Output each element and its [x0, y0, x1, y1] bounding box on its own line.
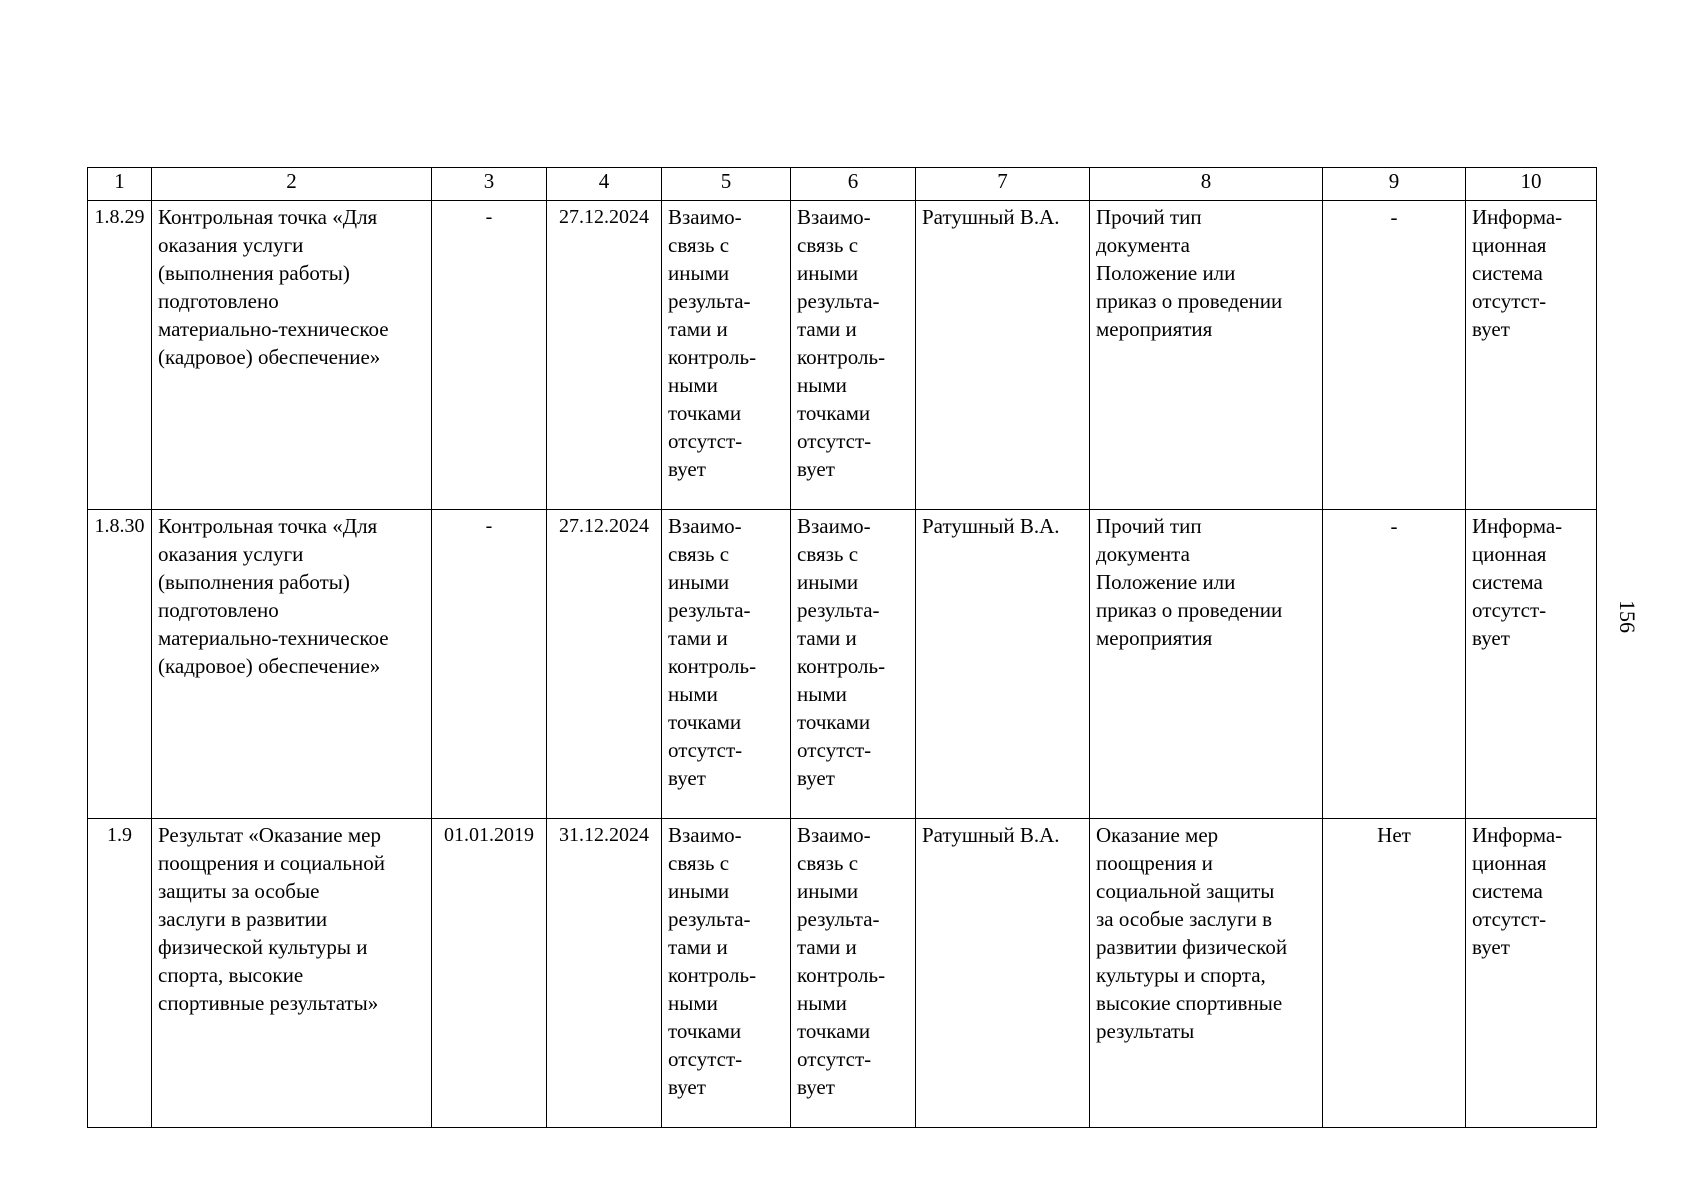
row-number: 1.8.30 [88, 510, 152, 819]
result-name: Контрольная точка «Для оказания услуги (выполнения работы) подготовлено материально-техническое (кадровое) обеспечение» [152, 510, 432, 819]
table-row [88, 510, 1597, 819]
result-name: Результат «Оказание мер поощрения и социальной защиты за особые заслуги в развитии физической культуры и спорта, высокие спортивные результаты» [152, 819, 432, 1128]
plan-table [87, 167, 1597, 1128]
document-type: Прочий тип документа Положение или приказ о проведении мероприятия [1090, 201, 1323, 510]
header-cell: 5 [662, 168, 791, 201]
header-cell: 3 [432, 168, 547, 201]
information-system: Информа- ционная система отсутст- вует [1466, 510, 1597, 819]
table-row [88, 201, 1597, 510]
end-date: 27.12.2024 [547, 510, 662, 819]
relation-cell-1: Взаимо- связь с иными результа- тами и контроль- ными точками отсутст- вует [662, 201, 791, 510]
end-date: 27.12.2024 [547, 201, 662, 510]
start-date: - [432, 201, 547, 510]
column-9-value: - [1323, 201, 1466, 510]
header-cell: 8 [1090, 168, 1323, 201]
column-9-value: Нет [1323, 819, 1466, 1128]
information-system: Информа- ционная система отсутст- вует [1466, 201, 1597, 510]
page-number: 156 [1615, 600, 1640, 633]
responsible-person: Ратушный В.А. [916, 510, 1090, 819]
information-system: Информа- ционная система отсутст- вует [1466, 819, 1597, 1128]
column-9-value: - [1323, 510, 1466, 819]
start-date: 01.01.2019 [432, 819, 547, 1128]
relation-cell-1: Взаимо- связь с иными результа- тами и контроль- ными точками отсутст- вует [662, 510, 791, 819]
responsible-person: Ратушный В.А. [916, 819, 1090, 1128]
table-row [88, 819, 1597, 1128]
result-name: Контрольная точка «Для оказания услуги (выполнения работы) подготовлено материально-техническое (кадровое) обеспечение» [152, 201, 432, 510]
row-number: 1.8.29 [88, 201, 152, 510]
relation-cell-2: Взаимо- связь с иными результа- тами и контроль- ными точками отсутст- вует [791, 510, 916, 819]
relation-cell-1: Взаимо- связь с иными результа- тами и контроль- ными точками отсутст- вует [662, 819, 791, 1128]
relation-cell-2: Взаимо- связь с иными результа- тами и контроль- ными точками отсутст- вует [791, 201, 916, 510]
start-date: - [432, 510, 547, 819]
header-cell: 1 [88, 168, 152, 201]
header-cell: 9 [1323, 168, 1466, 201]
header-cell: 2 [152, 168, 432, 201]
end-date: 31.12.2024 [547, 819, 662, 1128]
document-type: Прочий тип документа Положение или приказ о проведении мероприятия [1090, 510, 1323, 819]
header-cell: 10 [1466, 168, 1597, 201]
row-number: 1.9 [88, 819, 152, 1128]
responsible-person: Ратушный В.А. [916, 201, 1090, 510]
header-cell: 7 [916, 168, 1090, 201]
header-cell: 6 [791, 168, 916, 201]
document-type: Оказание мер поощрения и социальной защиты за особые заслуги в развитии физической культуры и спорта, высокие спортивные результаты [1090, 819, 1323, 1128]
header-cell: 4 [547, 168, 662, 201]
relation-cell-2: Взаимо- связь с иными результа- тами и контроль- ными точками отсутст- вует [791, 819, 916, 1128]
header-row [88, 168, 1597, 201]
